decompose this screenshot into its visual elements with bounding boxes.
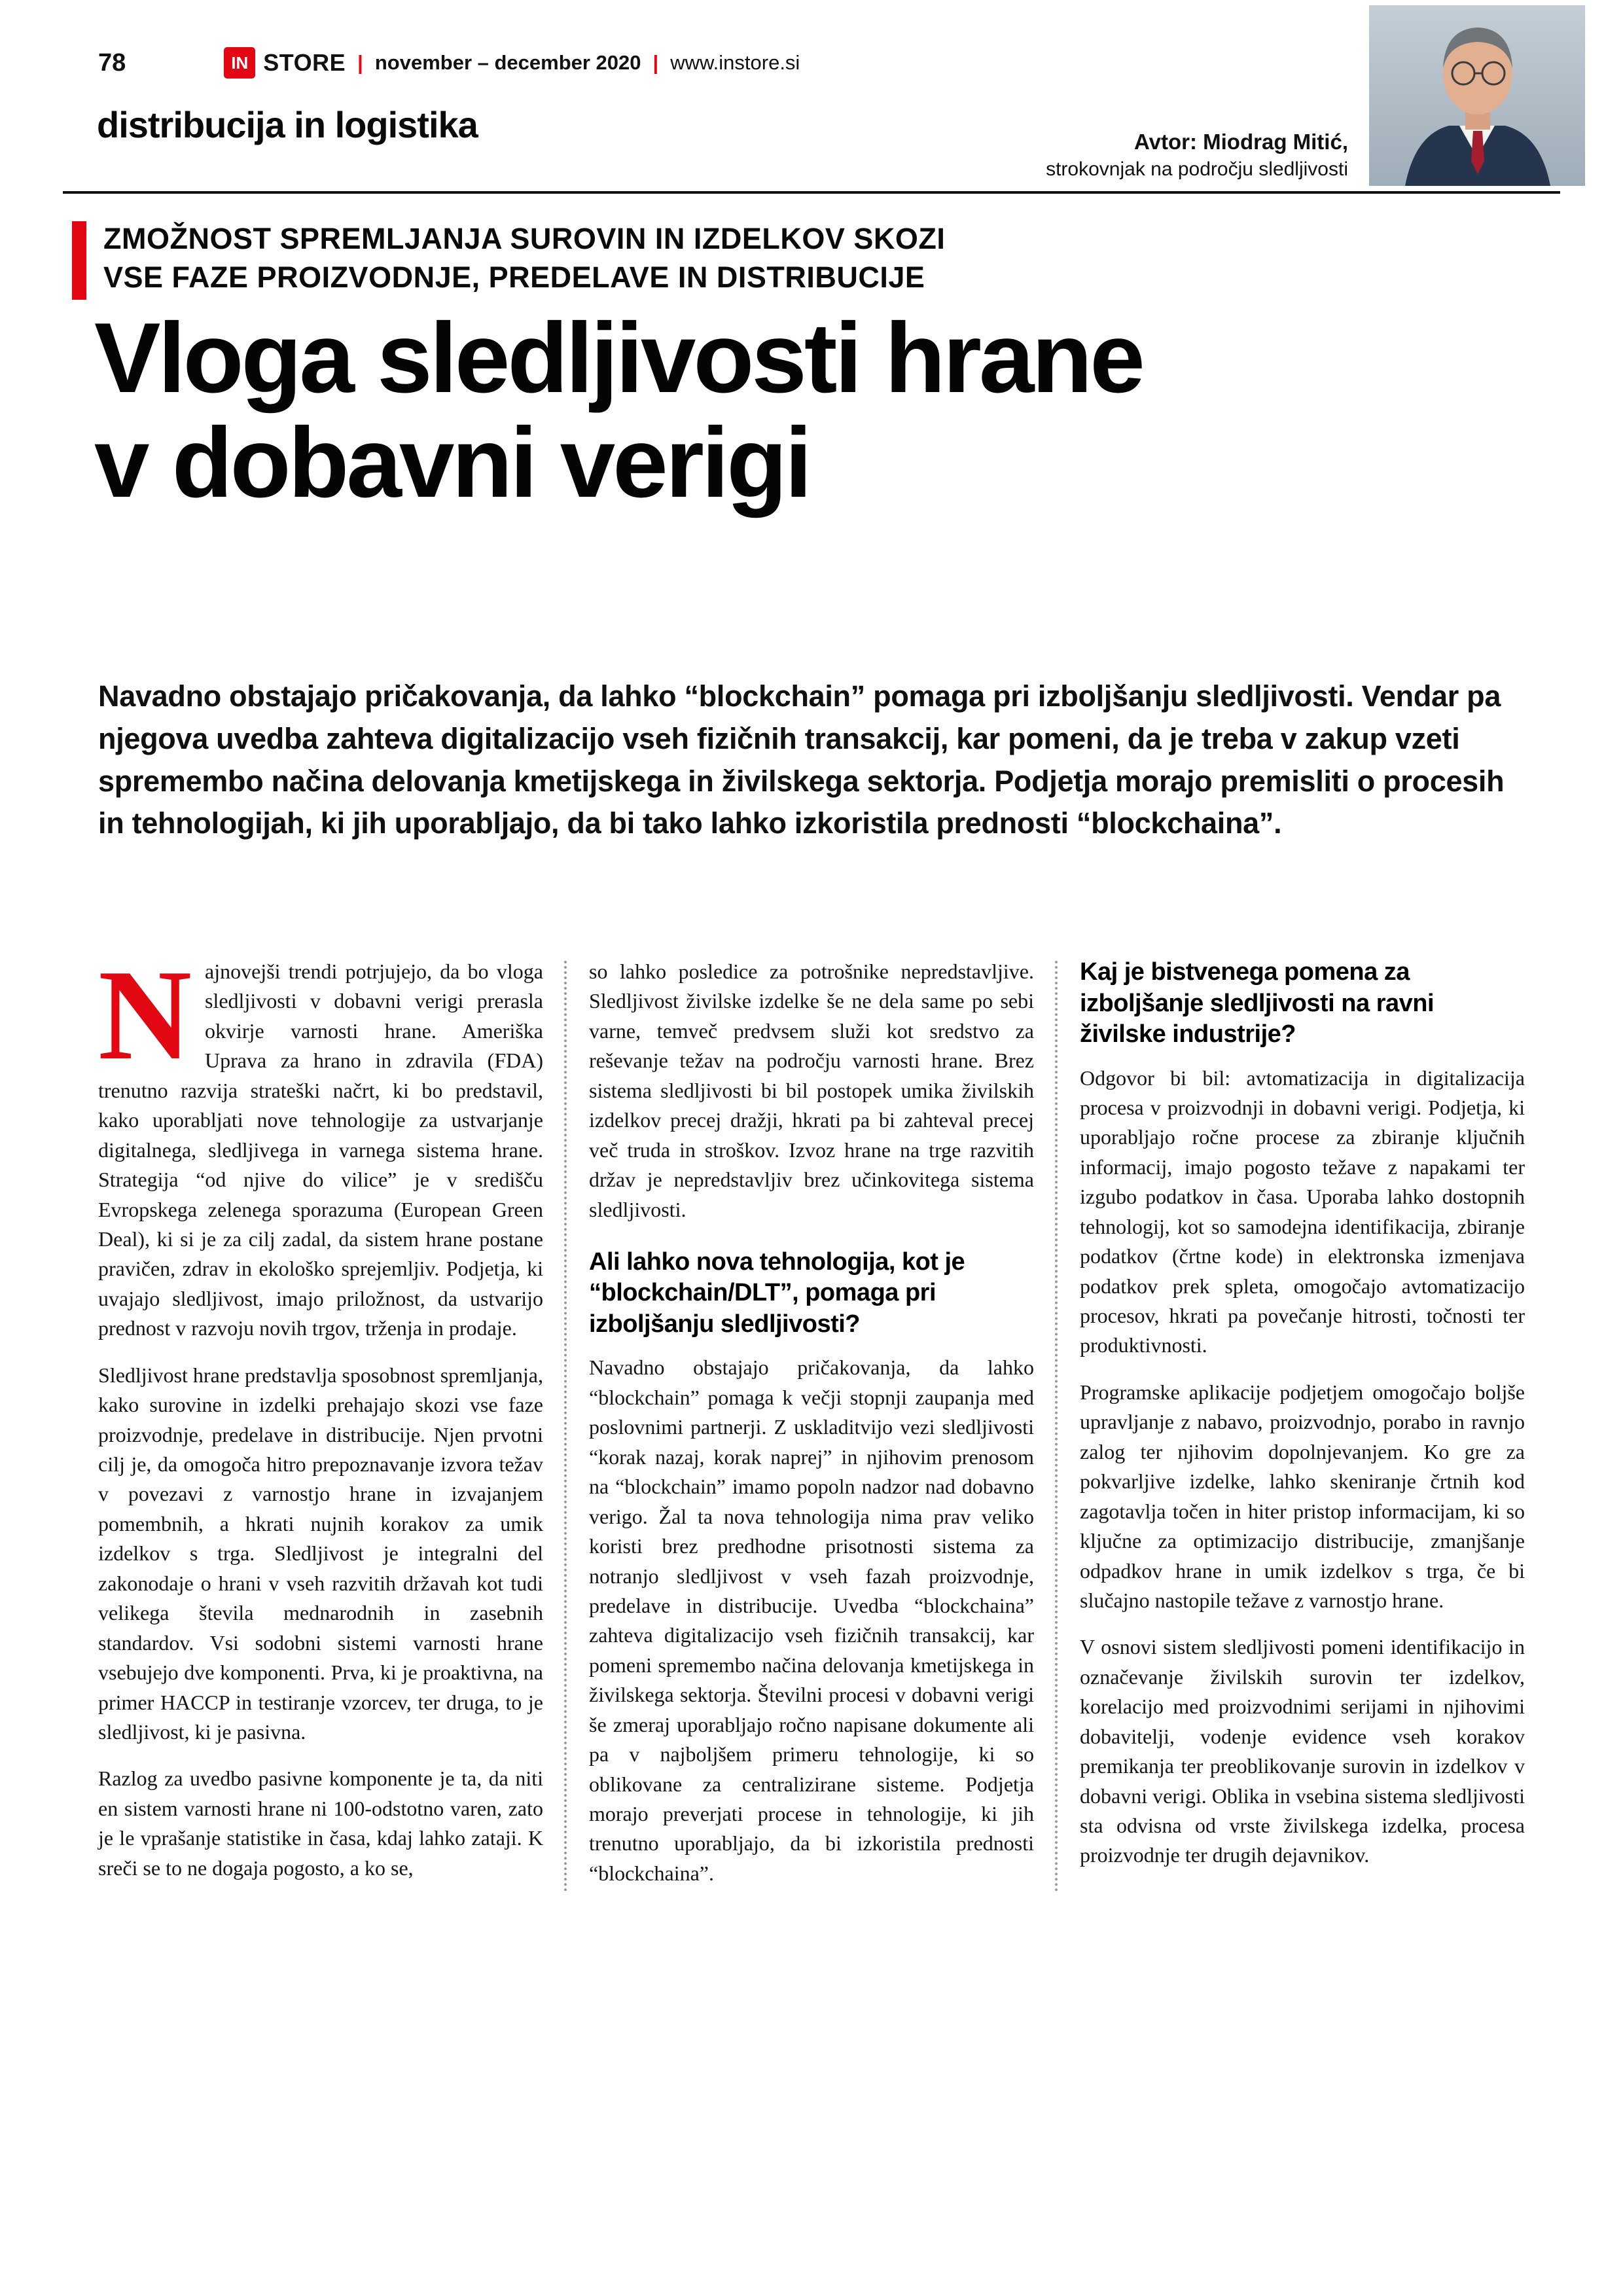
author-photo — [1369, 5, 1585, 186]
page-number: 78 — [98, 48, 126, 77]
article-title — [94, 302, 1143, 518]
article-columns — [98, 943, 1525, 1905]
kicker-line-1: ZMOŽNOST SPREMLJANJA SUROVIN IN IZDELKOV SKOZI — [103, 222, 946, 255]
subheading-blockchain-dlt: Ali lahko nova tehnologija, kot je “blockchain/DLT”, pomaga pri izboljšanju sledljivosti? — [589, 1247, 965, 1338]
dropcap: N — [98, 943, 192, 1086]
kicker — [103, 220, 945, 296]
section-title: distribucija in logistika — [97, 104, 478, 145]
header-rule — [63, 191, 1560, 194]
paragraph: Navadno obstajajo pričakovanja, da lahko “blockchain” pomaga k večji stopnji zaupanja med poslovnimi partnerji. Z uskladitvijo vezi sledljivosti “korak nazaj, korak naprej” in njihovim prenosom na “blockchain” imamo popoln nadzor nad dobavno verigo. Žal ta nova tehnologija nima prav veliko koristi brez predhodne prisotnosti sistema za notranjo sledljivost v vseh fazah proizvodnje, predelave in distribucije. Uvedba “blockchaina” zahteva digitalizacijo vseh fizičnih transakcij, kar pomeni spremembo načina delovanja kmetijskega in živilskega sektorja. Številni procesi v dobavni verigi še zmeraj uporabljajo ročno napisane dokumente ali pa v najboljšem primeru tehnologije, ki so oblikovane za centralizirane sisteme. Podjetja morajo preverjati procese in tehnologije, ki jih trenutno uporabljajo, da bi izkoristila prednosti “blockchaina”. — [589, 1355, 1034, 1885]
header — [98, 47, 800, 79]
subheading-industry-improvement: Kaj je bistvenega pomena za izboljšanje sledljivosti na ravni živilske industrije? — [1080, 958, 1435, 1048]
article-column-2 — [589, 957, 1034, 1905]
title-line-2: v dobavni verigi — [94, 406, 810, 518]
separator-pipe: | — [652, 51, 659, 74]
paragraph: Odgovor bi bil: avtomatizacija in digitalizacija procesa v proizvodnji in dobavni verigi. Podjetja, ki uporabljajo ročne procese za zbiranje ključnih informacij, imajo pogosto težave z napakami ter izgubo podatkov in časa. Uporaba lahko dostopnih tehnologij, kot so samodejna identifikacija, zbiranje podatkov (črtne kode) in elektronska izmenjava podatkov prek spleta, omogočajo avtomatizacijo procesov, hkrati pa povečanje hitrosti, točnosti ter produktivnosti. — [1080, 1066, 1525, 1357]
paragraph: V osnovi sistem sledljivosti pomeni identifikacijo in označevanje živilskih surovin ter izdelkov, korelacijo med proizvodnimi serijami in njihovimi dobavitelji, vodenje evidence vseh korakov premikanja ter preoblikovanje surovin in izdelkov v dobavni verigi. Oblika in vsebina sistema sledljivosti sta odvisna od vrste živilskega izdelka, procesa proizvodnje ter drugih dejavnikov. — [1080, 1635, 1525, 1867]
separator-pipe: | — [357, 51, 363, 74]
title-line-1: Vloga sledljivosti hrane — [94, 302, 1143, 414]
issue-date: november – december 2020 — [374, 51, 641, 74]
column-gutter — [543, 957, 589, 1905]
author-role: strokovnjak na področju sledljivosti — [1046, 158, 1348, 180]
paragraph: Sledljivost hrane predstavlja sposobnost spremljanja, kako surovine in izdelki prehajajo skozi vse faze proizvodnje, predelave in distribucije. Njen prvotni cilj je, da omogoča hitro prepoznavanje izvora težav v povezavi z varnostjo hrane in izvajanjem pomembnih, a hkrati nujnih korakov za umik izdelkov s trga. Sledljivost je integralni del zakonodaje o hrani v vseh razvitih državah kot tudi velikega števila mednarodnih in zasebnih standardov. Vsi sodobni sistemi varnosti hrane vsebujejo dve komponenti. Prva, ki je proaktivna, na primer HACCP in testiranje vzorcev, ter druga, to je sledljivost, ki je pasivna. — [98, 1363, 543, 1744]
author-name: Avtor: Miodrag Mitić, — [1134, 130, 1348, 154]
paragraph-text: ajnovejši trendi potrjujejo, da bo vloga sledljivosti v dobavni verigi prerasla okvirje varnosti hrane. Ameriška Uprava za hrano in zdravila (FDA) trenutno razvija strateški načrt, ki bo predstavil, kako uporabljati nove tehnologije za ustvarjanje digitalnega, sledljivega in varnega sistema hrane. Strategija “od njive do vilice” je v središču Evropskega zelenega sporazuma (European Green Deal), ki si je za cilj zadal, da sistem hrane postane pravičen, zdrav in ekološko sprejemljiv. Podjetja, ki uvajajo sledljivost, imajo priložnost, da ustvarijo prednost v razvoju novih trgov, trženja in prodaje. — [98, 960, 543, 1340]
author-block — [1046, 130, 1348, 181]
column-divider — [564, 961, 567, 1892]
brand-logo — [224, 47, 800, 79]
instore-logo-icon: IN — [224, 47, 255, 79]
kicker-accent-bar — [72, 221, 86, 300]
website-url: www.instore.si — [670, 51, 800, 74]
kicker-line-2: VSE FAZE PROIZVODNJE, PREDELAVE IN DISTRIBUCIJE — [103, 260, 925, 294]
logo-store-text: STORE — [263, 49, 346, 76]
column-divider — [1055, 961, 1058, 1892]
author-portrait-illustration — [1369, 5, 1585, 186]
paragraph: Razlog za uvedbo pasivne komponente je ta, da niti en sistem varnosti hrane ni 100-odstotno varen, zato je le vprašanje statistike in časa, kdaj lahko zataji. K sreči se to ne dogaja pogosto, a ko se, — [98, 1767, 543, 1880]
paragraph: so lahko posledice za potrošnike nepredstavljive. Sledljivost živilske izdelke še ne dela same po sebi varne, temveč predvsem služi kot sredstvo za reševanje težav na področju varnosti hrane. Brez sistema sledljivosti bi bil postopek umika živilskih izdelkov precej dražji, hkrati pa bi zahteval precej več truda in stroškov. Izvoz hrane na trge razvitih držav je nepredstavljiv brez učinkovitega sistema sledljivosti. — [589, 960, 1034, 1221]
paragraph: Programske aplikacije podjetjem omogočajo boljše upravljanje z nabavo, proizvodnjo, porabo in ravnjo zalog ter njihovim dopolnjevanjem. Ko gre za pokvarljive izdelke, lahko skeniranje črtnih kod zagotavlja točen in hiter pristop informacijam, ki so ključne za optimizacijo distribucije, zmanjšanje odpadkov hrane in umik izdelkov s trga, če bi slučajno nastopile težave z varnostjo hrane. — [1080, 1380, 1525, 1612]
lead-paragraph: Navadno obstajajo pričakovanja, da lahko “blockchain” pomaga pri izboljšanju sledljivosti. Vendar pa njegova uvedba zahteva digitalizacijo vseh fizičnih transakcij, kar pomeni, da je treba v zakup vzeti spremembo načina delovanja kmetijskega in živilskega sektorja. Podjetja morajo premisliti o procesih in tehnologijah, ki jih uporabljajo, da bi tako lahko izkoristila prednosti “blockchaina”. — [98, 679, 1505, 840]
article-column-1 — [98, 943, 543, 1905]
column-gutter — [1034, 957, 1080, 1905]
article-column-3 — [1080, 957, 1525, 1905]
paragraph — [98, 943, 543, 1344]
